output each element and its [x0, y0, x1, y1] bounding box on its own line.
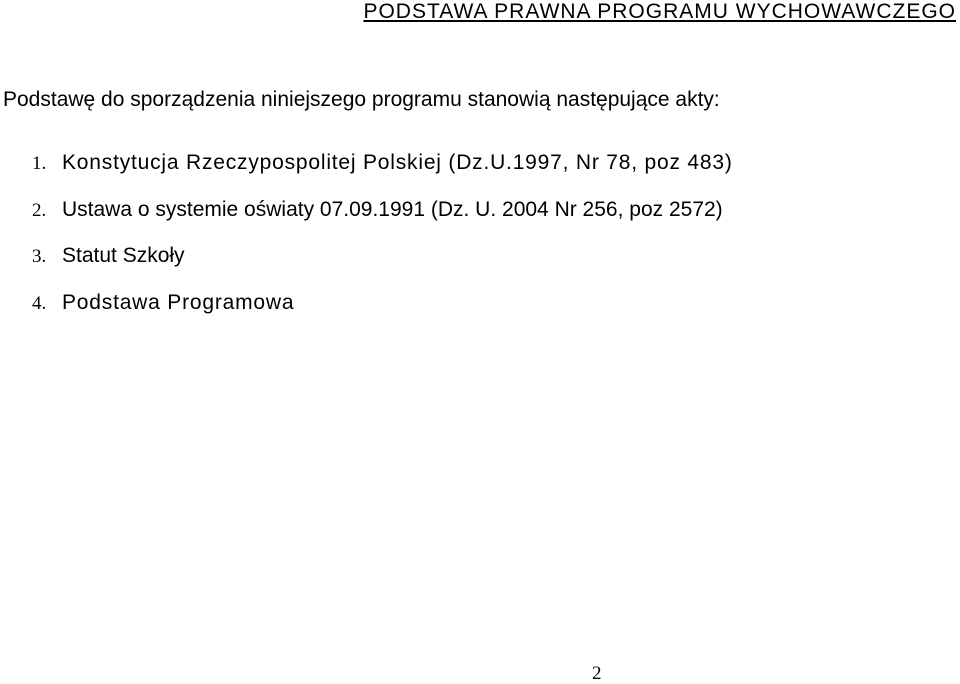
page-number: 2: [592, 663, 602, 684]
list-item-text: Ustawa o systemie oświaty 07.09.1991 (Dz. U. 2004 Nr 256, poz 2572): [62, 197, 723, 221]
list-item-number: 1.: [32, 153, 47, 174]
list-item-number: 3.: [32, 246, 47, 267]
list-item-text: Konstytucja Rzeczypospolitej Polskiej (Dz.U.1997, Nr 78, poz 483): [62, 151, 733, 174]
list-item-number: 2.: [32, 199, 47, 221]
document-title: PODSTAWA PRAWNA PROGRAMU WYCHOWAWCZEGO: [363, 0, 956, 23]
list-item-text: Podstawa Programowa: [62, 290, 295, 314]
intro-paragraph: Podstawę do sporządzenia niniejszego programu stanowią następujące akty:: [3, 88, 720, 111]
list-item-text: Statut Szkoły: [62, 244, 185, 267]
list-item-number: 4.: [32, 292, 47, 314]
